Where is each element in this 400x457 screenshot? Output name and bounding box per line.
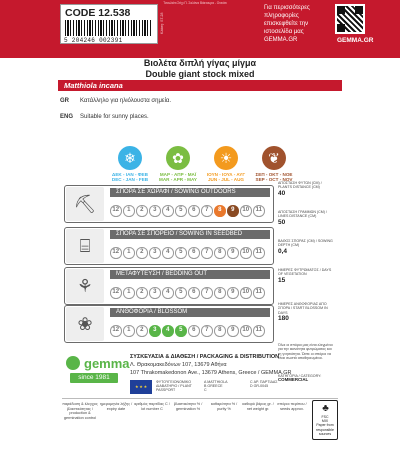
month-2-inactive: 2 [136, 247, 148, 259]
month-3-inactive: 3 [149, 287, 161, 299]
month-1-inactive: 1 [123, 205, 135, 217]
header-info: Για περισσότερες πληροφορίες επισκεφθείτε την ιστοσελίδα μας GEMMA.GR [264, 5, 310, 43]
month-3-inactive: 3 [149, 205, 161, 217]
month-1-inactive: 1 [123, 325, 135, 337]
month-8-inactive: 8 [214, 287, 226, 299]
category-info: ΚΑΤΗΓΟΡΙΑ / CATEGORY: COMMERCIAL [278, 374, 322, 383]
row-sowing-outdoors-months [110, 205, 265, 217]
season-winter: ❄ ΔΕΚ - ΙΑΝ - ΦΕΒ DEC - JAN - FEB [110, 146, 150, 183]
footer-germination: βλαστικότητα % / germination % [173, 402, 203, 411]
row-sowing-seedbed-label: ΣΠΟΡΑ ΣΕ ΣΠΟΡΕΙΟ / SOWING IN SEEDBED [110, 230, 270, 239]
stat-sowing-depth: ΒΑΘΟΣ ΣΠΟΡΑΣ (CM) / SOWING DEPTH (CM) 0,4 [278, 239, 333, 255]
month-4-inactive: 4 [162, 287, 174, 299]
month-5-active: 5 [175, 325, 187, 337]
lang-label-en: ENG [60, 114, 74, 120]
month-1-inactive: 1 [123, 247, 135, 259]
footer-production: παράδοση & έλεγχος βλαστικότητας / production & germination control [62, 402, 98, 420]
tree-icon: ♣ [322, 403, 329, 414]
month-12-inactive: 12 [110, 325, 122, 337]
month-1-inactive: 1 [123, 287, 135, 299]
month-2-inactive: 2 [136, 287, 148, 299]
month-5-inactive: 5 [175, 247, 187, 259]
description-en: Suitable for sunny places. [80, 114, 149, 120]
eu-flag-icon: ★ ★ ★ [130, 380, 152, 394]
month-12-inactive: 12 [110, 247, 122, 259]
sun-icon: ☀ [214, 146, 238, 170]
side-code: Κλάση: ST-28 [160, 12, 164, 34]
month-2-inactive: 2 [136, 205, 148, 217]
month-9-active: 9 [227, 205, 239, 217]
month-4-active: 4 [162, 325, 174, 337]
product-title-english: Double giant stock mixed [145, 69, 255, 79]
month-6-inactive: 6 [188, 205, 200, 217]
product-code: CODE 12.538 [65, 7, 131, 19]
month-7-inactive: 7 [201, 325, 213, 337]
footer-purity: καθαρότητα % / purity % [210, 402, 238, 411]
header-fine-print: Τσουλιάτι Στίχι Π. Σαλάνα Βάκτουρα - Ονειάτι [163, 1, 227, 5]
month-8-active: 8 [214, 205, 226, 217]
packaging-title: ΣΥΣΚΕΥΑΣΙΑ & ΔΙΑΘΕΣΗ / PACKAGING & DISTRIBUTION [130, 354, 280, 360]
address-greek: Λ. Θρακομακεδόνων 107, 13679 Αθήνα [130, 362, 227, 368]
stat-plants-distance: ΑΠΟΣΤΑΣΗ ΦΥΤΩΝ (CM) / PLANTS DISTANCE (CM) 40 [278, 181, 322, 197]
month-12-inactive: 12 [110, 287, 122, 299]
row-sowing-seedbed-months [110, 247, 265, 259]
season-summer: ☀ ΙΟΥΝ - ΙΟΥΛ - ΑΥΓ JUN - JUL - AUG [206, 146, 246, 183]
row-blossom-months [110, 325, 265, 337]
gemma-logo-icon [66, 356, 80, 370]
month-10-inactive: 10 [240, 287, 252, 299]
stat-lines-distance: ΑΠΟΣΤΑΣΗ ΓΡΑΜΜΩΝ (CM) / LINES DISTANCE (CM) 50 [278, 210, 327, 226]
qr-code-icon[interactable] [335, 4, 365, 34]
since-badge: since 1981 [70, 373, 118, 383]
bedding-out-icon: ⚘ [66, 269, 104, 303]
month-12-inactive: 12 [110, 205, 122, 217]
footer-net-weight: καθαρό βάρος gr. / net weight gr. [242, 402, 274, 411]
month-5-inactive: 5 [175, 205, 187, 217]
month-5-inactive: 5 [175, 287, 187, 299]
fsc-badge: ♣ FSC MIX Paper from responsible sources [312, 400, 338, 440]
header-url[interactable]: GEMMA.GR [337, 37, 374, 44]
month-6-inactive: 6 [188, 247, 200, 259]
month-11-inactive: 11 [253, 247, 265, 259]
month-11-inactive: 11 [253, 205, 265, 217]
barcode-icon [65, 20, 153, 36]
leaf-icon: ❦ [262, 146, 286, 170]
blossom-icon: ❀ [66, 307, 104, 341]
month-10-inactive: 10 [240, 325, 252, 337]
address-english: 107 Thrakomakedonon Ave., 13679 Athens, Greece / GEMMA.GR [130, 370, 292, 376]
product-title-greek: Βιολέτα διπλή γίγας μίγμα [143, 58, 257, 68]
lang-label-gr: GR [60, 98, 69, 104]
month-10-inactive: 10 [240, 205, 252, 217]
stat-days-vegetation: ΗΜΕΡΕΣ ΦΥΤΡΩΜΑΤΟΣ / DAYS OF VEGETATION 15 [278, 268, 332, 284]
month-7-inactive: 7 [201, 205, 213, 217]
month-3-inactive: 3 [149, 247, 161, 259]
row-bedding-out-label: ΜΕΤΑΦΥΤΕΥΣΗ / BEDDING OUT [110, 270, 270, 279]
germination-note: Όλοι οι σπόροι μας είναι ελεγμένοι για την ικανότητα φυτρώματος και τη γνησιότητα. Ώστε οι σπόροι να είναι σωστά αποθηκευμένοι. [278, 343, 333, 361]
footer-seeds: σπόροι περίπου / seeds approx. [277, 402, 307, 411]
barcode-number: 5 204246 002391 [64, 37, 123, 44]
month-4-inactive: 4 [162, 205, 174, 217]
passport-col-2: C ΑΡ. ΠΑΡΤΙΔΑΣ D GR-0045 [250, 380, 278, 389]
footer-expiry: ημερομηνία λήξης / expiry date [99, 402, 133, 411]
seedbed-icon: ⌸ [66, 229, 104, 263]
month-7-inactive: 7 [201, 247, 213, 259]
sowing-outdoors-icon: ⛏ [66, 187, 104, 221]
season-autumn: ❦ ΣΕΠ - ΟΚΤ - ΝΟΕ SEP - OCT - NOV [254, 146, 294, 183]
plant-passport-label: ΦΥΤΟΫΓΕΙΟΝΟΜΙΚΟ ΔΙΑΒΑΤΗΡΙΟ / PLANT PASSPORT [156, 380, 192, 393]
month-3-active: 3 [149, 325, 161, 337]
month-6-inactive: 6 [188, 287, 200, 299]
footer-divider [62, 398, 338, 399]
snowflake-icon: ❄ [118, 146, 142, 170]
product-code-box [60, 4, 158, 44]
flower-icon: ✿ [166, 146, 190, 170]
month-9-inactive: 9 [227, 247, 239, 259]
description-gr: Κατάλληλο για ηλιόλουστα σημεία. [80, 98, 172, 104]
passport-col-1: A MATTHIOLA B GREECE C [204, 380, 228, 393]
month-8-inactive: 8 [214, 325, 226, 337]
gemma-logo-text: gemma [84, 356, 130, 371]
month-8-inactive: 8 [214, 247, 226, 259]
season-spring: ✿ ΜΑΡ - ΑΠΡ - ΜΑΪ MAR - APR - MAY [158, 146, 198, 183]
row-bedding-out-months [110, 287, 265, 299]
month-6-inactive: 6 [188, 325, 200, 337]
month-2-inactive: 2 [136, 325, 148, 337]
month-11-inactive: 11 [253, 287, 265, 299]
month-11-inactive: 11 [253, 325, 265, 337]
month-9-inactive: 9 [227, 287, 239, 299]
latin-name: Matthiola incana [58, 80, 342, 91]
month-7-inactive: 7 [201, 287, 213, 299]
month-4-inactive: 4 [162, 247, 174, 259]
month-9-inactive: 9 [227, 325, 239, 337]
month-10-inactive: 10 [240, 247, 252, 259]
row-blossom-label: ΑΝΘΟΦΟΡΙΑ / BLOSSOM [110, 308, 270, 317]
row-sowing-outdoors-label: ΣΠΟΡΑ ΣΕ ΧΩΡΑΦΙ / SOWING OUTDOORS [110, 188, 270, 197]
stat-start-blossom: ΗΜΕΡΕΣ ΑΝΘΟΦΟΡΙΑΣ ΑΠΟ ΣΠΟΡΑ / START BLOSSOM IN DAYS 180 [278, 302, 328, 323]
footer-lot: αριθμός παρτίδας C / lot number C [134, 402, 170, 411]
